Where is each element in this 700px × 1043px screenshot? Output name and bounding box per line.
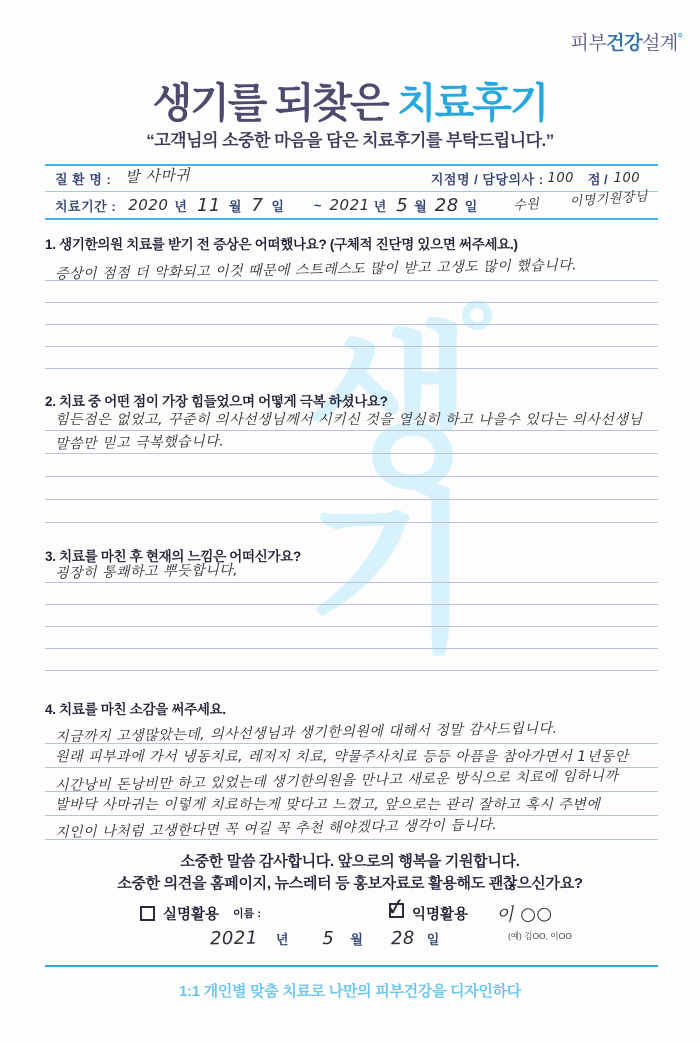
end-year-handwriting: 2021 <box>329 196 370 214</box>
question-4-label: 4. 치료를 마친 소감을 써주세요. <box>45 702 226 717</box>
year-unit: 년 <box>174 198 187 214</box>
disease-value-handwriting: 발 사마귀 <box>125 165 191 187</box>
question-2-label: 2. 치료 중 어떤 점이 가장 힘들었으며 어떻게 극복 하셨나요? <box>45 394 388 409</box>
info-row-disease <box>45 166 658 192</box>
patient-info-table <box>45 164 658 220</box>
anonymous-checkbox-wrap <box>384 892 408 923</box>
answer-line <box>45 583 658 605</box>
answer-line <box>45 477 658 500</box>
answer-line <box>45 744 658 768</box>
q4-answer-handwriting-2: 원래 피부과에 가서 냉동치료, 레저지 치료, 약물주사치료 등등 아픔을 참아가면서 1년동안 <box>55 749 629 765</box>
answer-line <box>45 605 658 627</box>
tilde: ~ <box>313 197 322 213</box>
answer-line <box>45 281 658 303</box>
start-year-handwriting: 2020 <box>128 196 169 214</box>
day-unit-2: 일 <box>464 198 478 214</box>
start-day-handwriting: 7 <box>251 194 264 216</box>
real-name-label: 실명활용 <box>163 906 220 923</box>
title-part2: 치료후기 <box>396 80 548 126</box>
logo-part1: 피부 <box>570 33 607 54</box>
title-part1: 생기를 되찾은 <box>152 80 397 126</box>
date-day-unit: 일 <box>426 932 440 947</box>
end-day-handwriting: 28 <box>434 194 459 216</box>
real-name-checkbox[interactable] <box>140 906 155 921</box>
month-unit: 월 <box>228 198 242 214</box>
page-subtitle: “고객님의 소중한 마음을 담은 치료후기를 부탁드립니다.” <box>146 131 554 150</box>
doctor-name-handwriting: 이명기원장님 <box>569 189 649 210</box>
anonymous-name-handwriting: 이 ○○ <box>495 903 553 926</box>
answer-line <box>45 718 658 744</box>
q2-answer-handwriting-2: 말씀만 믿고 극복했습니다. <box>54 433 225 453</box>
date-day-handwriting: 28 <box>390 927 415 950</box>
closing-line-1: 소중한 말씀 감사합니다. 앞으로의 행복을 기원합니다. <box>180 853 520 870</box>
answer-line <box>45 325 658 347</box>
q2-answer-handwriting-1: 힘든점은 없었고, 꾸준히 의사선생님께서 시키신 것을 열심히 하고 나을수 있다는 의사선생님 <box>55 412 643 428</box>
clinic-logo <box>571 28 682 55</box>
date-month-unit: 월 <box>350 932 363 947</box>
page-title <box>0 70 700 129</box>
watermark-char-2: 기 <box>305 477 475 672</box>
checkmark-handwriting: ✓ <box>384 892 408 923</box>
closing-line-2: 소중한 의견을 홈페이지, 뉴스레터 등 홍보자료로 활용해도 괜찮으신가요? <box>117 875 583 892</box>
footer-divider <box>45 965 658 967</box>
end-month-handwriting: 5 <box>396 194 409 216</box>
period-label: 치료기간 : <box>55 198 117 214</box>
start-month-handwriting: 11 <box>196 194 221 216</box>
q4-answer-handwriting-4: 발바닥 사마귀는 이렇게 치료하는게 맞다고 느꼈고, 앞으로는 관리 잘하고 혹시 주변에 <box>55 797 601 813</box>
question-block-4 <box>45 698 658 840</box>
logo-part3: 설계 <box>641 33 678 54</box>
answer-line <box>45 410 658 431</box>
watermark-char-1: 생 <box>305 312 475 507</box>
month-unit-2: 월 <box>414 198 427 214</box>
date-row <box>210 928 439 949</box>
disease-label: 질 환 명 : <box>55 172 112 187</box>
question-block-1 <box>45 233 658 369</box>
anonymous-label: 익명활용 <box>412 906 469 923</box>
branch-doctor-label: 지점명 / 담당의사 : <box>430 172 544 187</box>
q4-answer-handwriting-5: 지인이 나처럼 고생한다면 꼭 여길 꼭 추천 해야겠다고 생각이 듭니다. <box>54 817 498 841</box>
date-month-handwriting: 5 <box>322 928 335 949</box>
answer-line <box>45 627 658 649</box>
consent-row <box>140 892 600 926</box>
example-note: (예) 김OO, 이OO <box>508 931 572 941</box>
logo-degree-mark: ° <box>677 30 682 45</box>
question-block-3 <box>45 545 658 671</box>
answer-line <box>45 303 658 325</box>
answer-line <box>45 347 658 369</box>
question-block-2 <box>45 390 658 523</box>
year-unit-2: 년 <box>373 198 387 214</box>
answer-line <box>45 768 658 792</box>
branch-unit: 점 / <box>587 172 608 187</box>
q3-answer-handwriting: 굉장히 통쾌하고 뿌듯합니다, <box>54 562 239 582</box>
answer-line <box>45 562 658 583</box>
branch-score-second-handwriting: 100 <box>613 171 640 186</box>
question-3-label: 3. 치료를 마친 후 현재의 느낌은 어떠신가요? <box>45 549 301 564</box>
q4-answer-handwriting-3: 시간낭비 돈낭비만 하고 있었는데 생기한의원을 만나고 새로운 방식으로 치료에 임하니까 <box>54 768 619 794</box>
name-field-label: 이름 : <box>233 908 262 920</box>
answer-line <box>45 253 658 281</box>
answer-line <box>45 500 658 523</box>
logo-part2: 건강 <box>606 33 642 54</box>
q4-answer-handwriting-1: 지금까지 고생많았는데, 의사선생님과 생기한의원에 대해서 정말 감사드립니다. <box>54 720 558 746</box>
answer-line <box>45 649 658 671</box>
day-unit: 일 <box>271 198 284 214</box>
q1-answer-handwriting: 증상이 점점 더 악화되고 이것 때문에 스트레스도 많이 받고 고생도 많이 했습니다. <box>54 257 578 283</box>
footer-slogan: 1:1 개인별 맞춤 치료로 나만의 피부건강을 디자인하다 <box>179 983 521 1000</box>
answer-line <box>45 816 658 840</box>
question-1-label: 1. 생기한의원 치료를 받기 전 증상은 어떠했나요? (구체적 진단명 있으면 써주세요.) <box>45 237 518 252</box>
branch-name-handwriting: 수원 <box>512 196 540 214</box>
date-year-unit: 년 <box>275 932 289 947</box>
answer-line <box>45 431 658 454</box>
answer-line <box>45 792 658 816</box>
branch-score-first-handwriting: 100 <box>547 171 574 186</box>
date-year-handwriting: 2021 <box>209 927 258 950</box>
answer-line <box>45 454 658 477</box>
